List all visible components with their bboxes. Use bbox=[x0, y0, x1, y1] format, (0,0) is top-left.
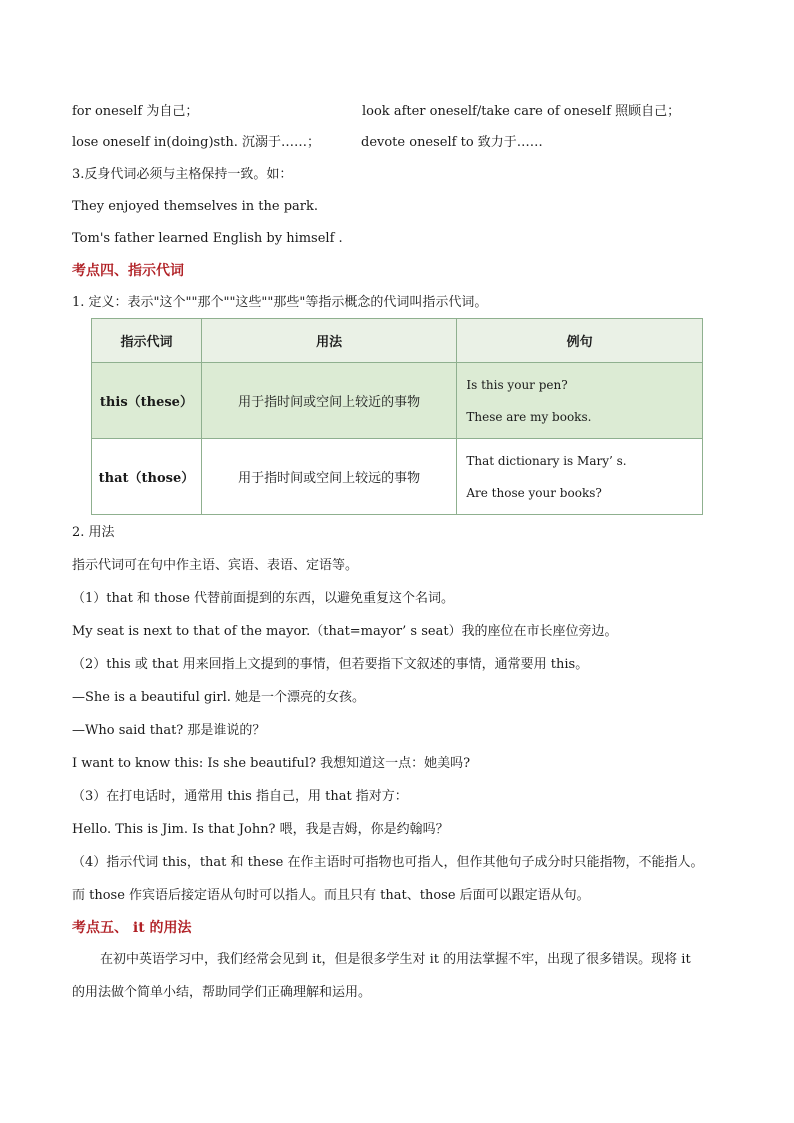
rule-reflexive-agreement: 3.反身代词必须与主格保持一致。如： bbox=[72, 167, 293, 182]
phrase-for-oneself: for oneself 为自己； bbox=[72, 104, 199, 119]
table-header-cell: 例句 bbox=[457, 319, 703, 363]
usage-text: （2）this 或 that 用来回指上文提到的事情，但若要指下文叙述的事情，通常要用 this。 bbox=[72, 657, 589, 672]
section-heading-it: 考点五、 it 的用法 bbox=[72, 920, 192, 936]
phrase-devote-oneself: devote oneself to 致力于…… bbox=[361, 135, 543, 150]
table-cell-example bbox=[457, 439, 703, 515]
table-cell-pronoun: this（these） bbox=[92, 363, 202, 439]
example-line: That dictionary is Mary’ s. bbox=[466, 453, 627, 468]
definition-text: 1. 定义：表示"这个""那个""这些""那些"等指示概念的代词叫指示代词。 bbox=[72, 295, 488, 310]
usage-text: （4）指示代词 this，that 和 these 在作主语时可指物也可指人，但作其他句子成分时只能指物，不能指人。 bbox=[72, 855, 704, 870]
usage-text: （3）在打电话时，通常用 this 指自己，用 that 指对方： bbox=[72, 789, 408, 804]
example-line: These are my books. bbox=[466, 409, 592, 424]
example-line: Is this your pen? bbox=[466, 377, 568, 392]
usage-example: I want to know this: Is she beautiful? 我想知道这一点：她美吗? bbox=[72, 756, 471, 771]
usage-text: 指示代词可在句中作主语、宾语、表语、定语等。 bbox=[72, 558, 359, 573]
usage-example: —She is a beautiful girl. 她是一个漂亮的女孩。 bbox=[72, 690, 366, 705]
usage-title: 2. 用法 bbox=[72, 525, 115, 540]
table-header-row bbox=[92, 319, 703, 363]
usage-example: My seat is next to that of the mayor.（that=mayor’ s seat）我的座位在市长座位旁边。 bbox=[72, 624, 618, 639]
usage-text: （1）that 和 those 代替前面提到的东西，以避免重复这个名词。 bbox=[72, 591, 455, 606]
table-cell-pronoun: that（those） bbox=[92, 439, 202, 515]
paragraph-text: 的用法做个简单小结，帮助同学们正确理解和运用。 bbox=[72, 985, 372, 1000]
phrase-lose-oneself: lose oneself in(doing)sth. 沉溺于……； bbox=[72, 135, 321, 150]
example-sentence: Tom's father learned English by himself . bbox=[72, 231, 343, 246]
table-row bbox=[92, 363, 703, 439]
phrase-look-after-oneself: look after oneself/take care of oneself 照顾自己； bbox=[362, 104, 681, 119]
paragraph-text: 在初中英语学习中，我们经常会见到 it，但是很多学生对 it 的用法掌握不牢，出现了很多错误。现将 it bbox=[100, 952, 691, 967]
example-sentence: They enjoyed themselves in the park. bbox=[72, 199, 318, 214]
table-row bbox=[92, 439, 703, 515]
usage-example: —Who said that? 那是谁说的？ bbox=[72, 723, 266, 738]
example-line: Are those your books? bbox=[466, 485, 602, 500]
table-cell-usage: 用于指时间或空间上较近的事物 bbox=[201, 363, 456, 439]
section-heading-demonstrative: 考点四、指示代词 bbox=[72, 263, 184, 279]
table-cell-usage: 用于指时间或空间上较远的事物 bbox=[201, 439, 456, 515]
table-header-cell: 指示代词 bbox=[92, 319, 202, 363]
table-header-cell: 用法 bbox=[201, 319, 456, 363]
demonstrative-table bbox=[91, 318, 703, 515]
usage-text: 而 those 作宾语后接定语从句时可以指人。而且只有 that、those 后面可以跟定语从句。 bbox=[72, 888, 590, 903]
table-cell-example bbox=[457, 363, 703, 439]
usage-example: Hello. This is Jim. Is that John? 喂，我是吉姆，你是约翰吗？ bbox=[72, 822, 449, 837]
